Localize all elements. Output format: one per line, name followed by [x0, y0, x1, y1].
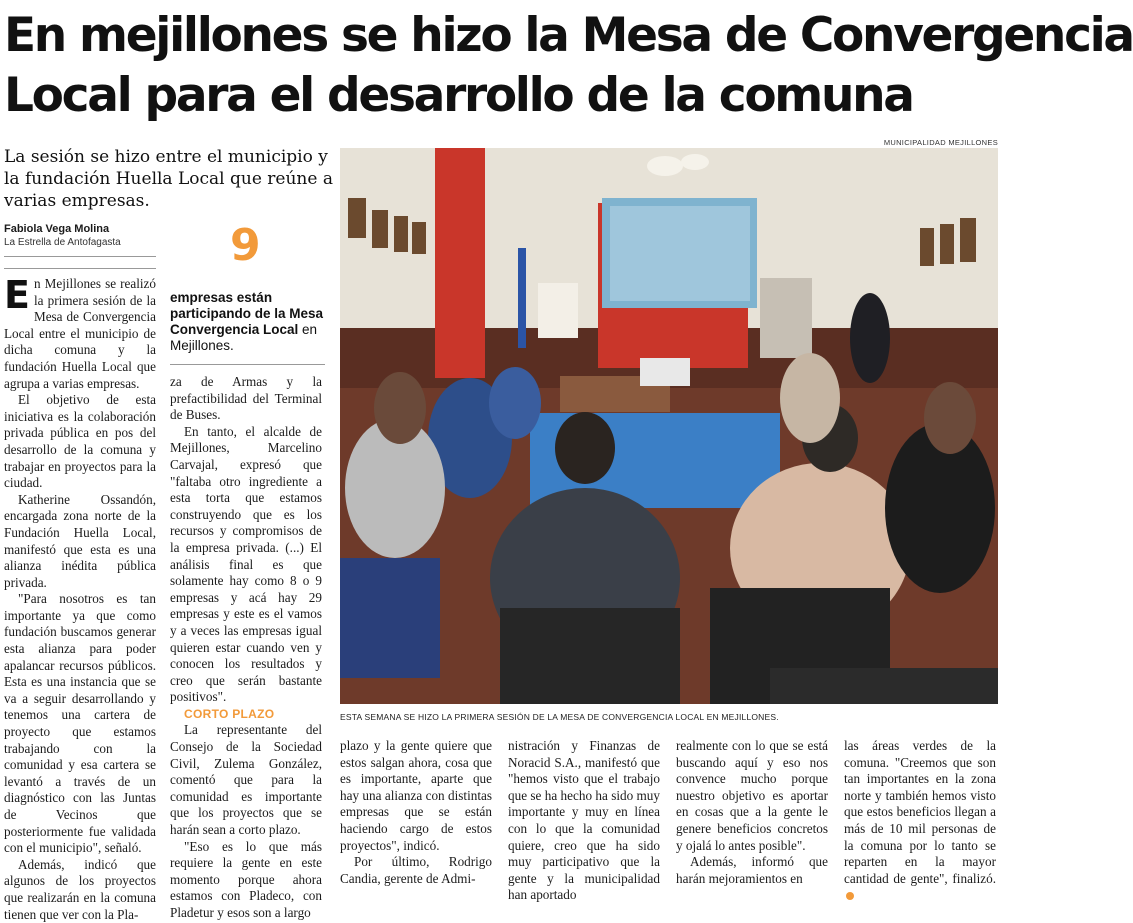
paragraph: plazo y la gente quiere que estos salgan ahora, cosa que es importante, aparte que hay una alianza con distintas empresas que se están haciendo cargo de estos proyectos", indicó. [340, 738, 492, 853]
article-column-5 [676, 738, 828, 887]
meeting-room-photo [340, 148, 998, 704]
article-column-2 [170, 374, 322, 922]
paragraph-text: n Mejillones se realizó la primera sesión de la Mesa de Convergencia Local entre el municipio de dicha comuna y la fundación Huella Local que agrupa a varias empresas. [4, 276, 156, 391]
headline-line-1: En mejillones se hizo la Mesa de Convergencia [4, 8, 1133, 63]
byline-divider [4, 256, 156, 257]
subheadline: La sesión se hizo entre el municipio y la fundación Huella Local que reúne a varias empresas. [4, 147, 333, 211]
stat-rest-text: en Mejillones. [170, 322, 318, 353]
headline-line-2: Local para el desarrollo de la comuna [4, 68, 913, 123]
paragraph: "Eso es lo que más requiere la gente en este momento porque ahora estamos con Pladeco, con Pladetur y esos son a largo [170, 838, 322, 920]
headline [4, 6, 1133, 126]
paragraph: za de Armas y la prefactibilidad del Terminal de Buses. [170, 374, 322, 423]
paragraph: La representante del Consejo de la Sociedad Civil, Zulema González, comentó que para la comunidad es importante que los proyectos que se harán sean a corto plazo. [170, 722, 322, 838]
article-column-6 [844, 738, 996, 904]
stat-text [170, 290, 326, 354]
photo-credit: MUNICIPALIDAD MEJILLONES [883, 138, 998, 147]
end-mark-icon [846, 892, 854, 900]
author-name: Fabiola Vega Molina [4, 223, 110, 235]
article-photo [340, 148, 998, 704]
paragraph: realmente con lo que se está buscando aquí y eso nos convence mucho porque nuestro objetivo es aportar en cosas que a la gente le genere beneficios concretos y ojalá lo antes posible". [676, 738, 828, 853]
paragraph: "Para nosotros es tan importante ya que como fundación buscamos generar esta alianza para poder apalancar recursos públicos. Esta es una instancia que se va a seguir desarrollando y tenemos una cartera de proyecto que estamos trabajando con la comunidad y esa cartera se levantó a través de un diagnóstico con las Juntas de Vecinos que posteriormente fue validada con el municipio", señaló. [4, 591, 156, 856]
paragraph: Además, indicó que algunos de los proyectos que realizarán en la comuna tienen que ver con la Pla- [4, 856, 156, 922]
paragraph: Por último, Rodrigo Candia, gerente de Admi- [340, 854, 492, 886]
paragraph: Además, informó que harán mejoramientos en [676, 854, 828, 886]
paragraph: El objetivo de esta iniciativa es la colaboración privada pública en pos del desarrollo de la comuna y trabajar en proyectos para la ciudad. [4, 392, 156, 491]
stat-number: 9 [230, 220, 261, 271]
stat-bold-text: empresas están participando de la Mesa Convergencia Local [170, 290, 324, 337]
paragraph: Katherine Ossandón, encargada zona norte de la Fundación Huella Local, manifestó que esta es una alianza inédita pública privada. [4, 491, 156, 590]
section-subtitle: CORTO PLAZO [184, 706, 275, 721]
paragraph: En tanto, el alcalde de Mejillones, Marcelino Carvajal, expresó que "faltaba otro ingrediente a esta torta que estamos construyendo que es los recursos y compromisos de la empresa privada. (...) El análisis final es que solamente hay como 8 o 9 empresas y acá hay 29 empresas y este es el vamos y a veces las empresas igual quieren estar cuando ven y conocen los resultados y creo que serán bastante positivos". [170, 423, 322, 705]
paragraph: nistración y Finanzas de Noracid S.A., manifestó que "hemos visto que el trabajo que se ha hecho ha sido muy importante y muy en línea con lo que la comunidad quiere, creo que ha sido muy participativo que la gente y la municipalidad han aportado [508, 738, 660, 903]
article-column-3 [340, 738, 492, 887]
column-top-divider [4, 268, 156, 269]
author-organization: La Estrella de Antofagasta [4, 237, 121, 248]
byline [4, 222, 121, 249]
article-column-4 [508, 738, 660, 904]
photo-caption: ESTA SEMANA SE HIZO LA PRIMERA SESIÓN DE LA MESA DE CONVERGENCIA LOCAL EN MEJILLONES. [340, 712, 779, 722]
paragraph [4, 273, 156, 392]
paragraph [844, 738, 996, 904]
article-column-1 [4, 273, 156, 923]
drop-cap: E [4, 273, 30, 317]
paragraph-text: las áreas verdes de la comuna. "Creemos que son tan importantes en la zona norte y también hemos visto que estos beneficios llegan a más de 10 mil personas de la comuna por lo tanto se reparten en la mayor cantidad de gente", finalizó. [844, 738, 996, 886]
stat-divider [170, 364, 325, 365]
